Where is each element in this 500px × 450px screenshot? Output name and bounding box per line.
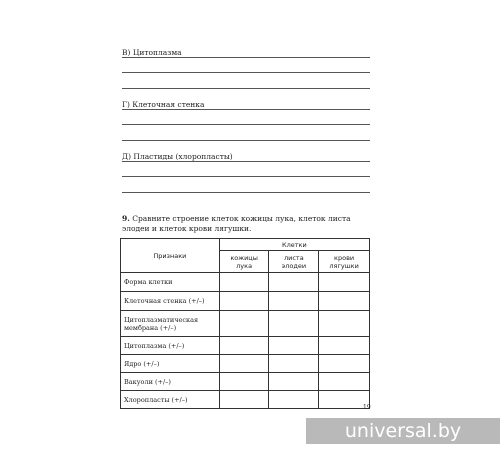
section-cytoplasm xyxy=(122,48,370,93)
answer-cell[interactable] xyxy=(319,311,370,337)
answer-line xyxy=(122,176,370,177)
answer-cell[interactable] xyxy=(319,273,370,292)
watermark: universal.by xyxy=(306,418,500,444)
answer-cell[interactable] xyxy=(269,337,319,355)
task-text: Сравните строение клеток кожицы лука, клеток листа элодеи и клеток крови лягушки. xyxy=(122,214,351,233)
section-plastids xyxy=(122,152,370,197)
answer-cell[interactable] xyxy=(219,273,269,292)
answer-cell[interactable] xyxy=(269,355,319,373)
answer-cell[interactable] xyxy=(219,355,269,373)
answer-cell[interactable] xyxy=(219,373,269,391)
row-label: Клеточная стенка (+/–) xyxy=(121,292,220,311)
answer-cell[interactable] xyxy=(269,391,319,409)
answer-line xyxy=(122,72,370,73)
header-elodea-leaf: листа элодеи xyxy=(269,251,319,273)
comparison-table xyxy=(120,238,370,409)
answer-cell[interactable] xyxy=(319,391,370,409)
row-label: Цитоплазматическая мембрана (+/–) xyxy=(121,311,220,337)
task-9 xyxy=(122,214,370,234)
answer-cell[interactable] xyxy=(269,373,319,391)
answer-cell[interactable] xyxy=(319,292,370,311)
answer-line xyxy=(122,88,370,89)
answer-cell[interactable] xyxy=(219,391,269,409)
row-label: Форма клетки xyxy=(121,273,220,292)
answer-cell[interactable] xyxy=(219,292,269,311)
header-features: Признаки xyxy=(121,239,220,273)
row-label: Цитоплазма (+/–) xyxy=(121,337,220,355)
row-label: Вакуоли (+/–) xyxy=(121,373,220,391)
answer-cell[interactable] xyxy=(269,292,319,311)
page-number: 19 xyxy=(363,404,371,411)
task-number: 9. xyxy=(122,214,130,223)
header-cells: Клетки xyxy=(219,239,369,251)
answer-cell[interactable] xyxy=(269,311,319,337)
answer-line xyxy=(122,140,370,141)
row-label: Ядро (+/–) xyxy=(121,355,220,373)
answer-cell[interactable] xyxy=(219,311,269,337)
answer-cell[interactable] xyxy=(269,273,319,292)
section-label: В) Цитоплазма xyxy=(122,48,185,57)
answer-line xyxy=(122,109,370,110)
section-label: Д) Пластиды (хлоропласты) xyxy=(122,152,236,161)
answer-line xyxy=(122,192,370,193)
answer-cell[interactable] xyxy=(319,337,370,355)
answer-cell[interactable] xyxy=(319,355,370,373)
section-label: Г) Клеточная стенка xyxy=(122,100,207,109)
row-label: Хлоропласты (+/–) xyxy=(121,391,220,409)
answer-line xyxy=(122,124,370,125)
section-cell-wall xyxy=(122,100,370,145)
header-onion-skin: кожицы лука xyxy=(219,251,269,273)
answer-line xyxy=(122,161,370,162)
header-frog-blood: крови лягушки xyxy=(319,251,370,273)
answer-line xyxy=(122,57,370,58)
answer-cell[interactable] xyxy=(319,373,370,391)
answer-cell[interactable] xyxy=(219,337,269,355)
